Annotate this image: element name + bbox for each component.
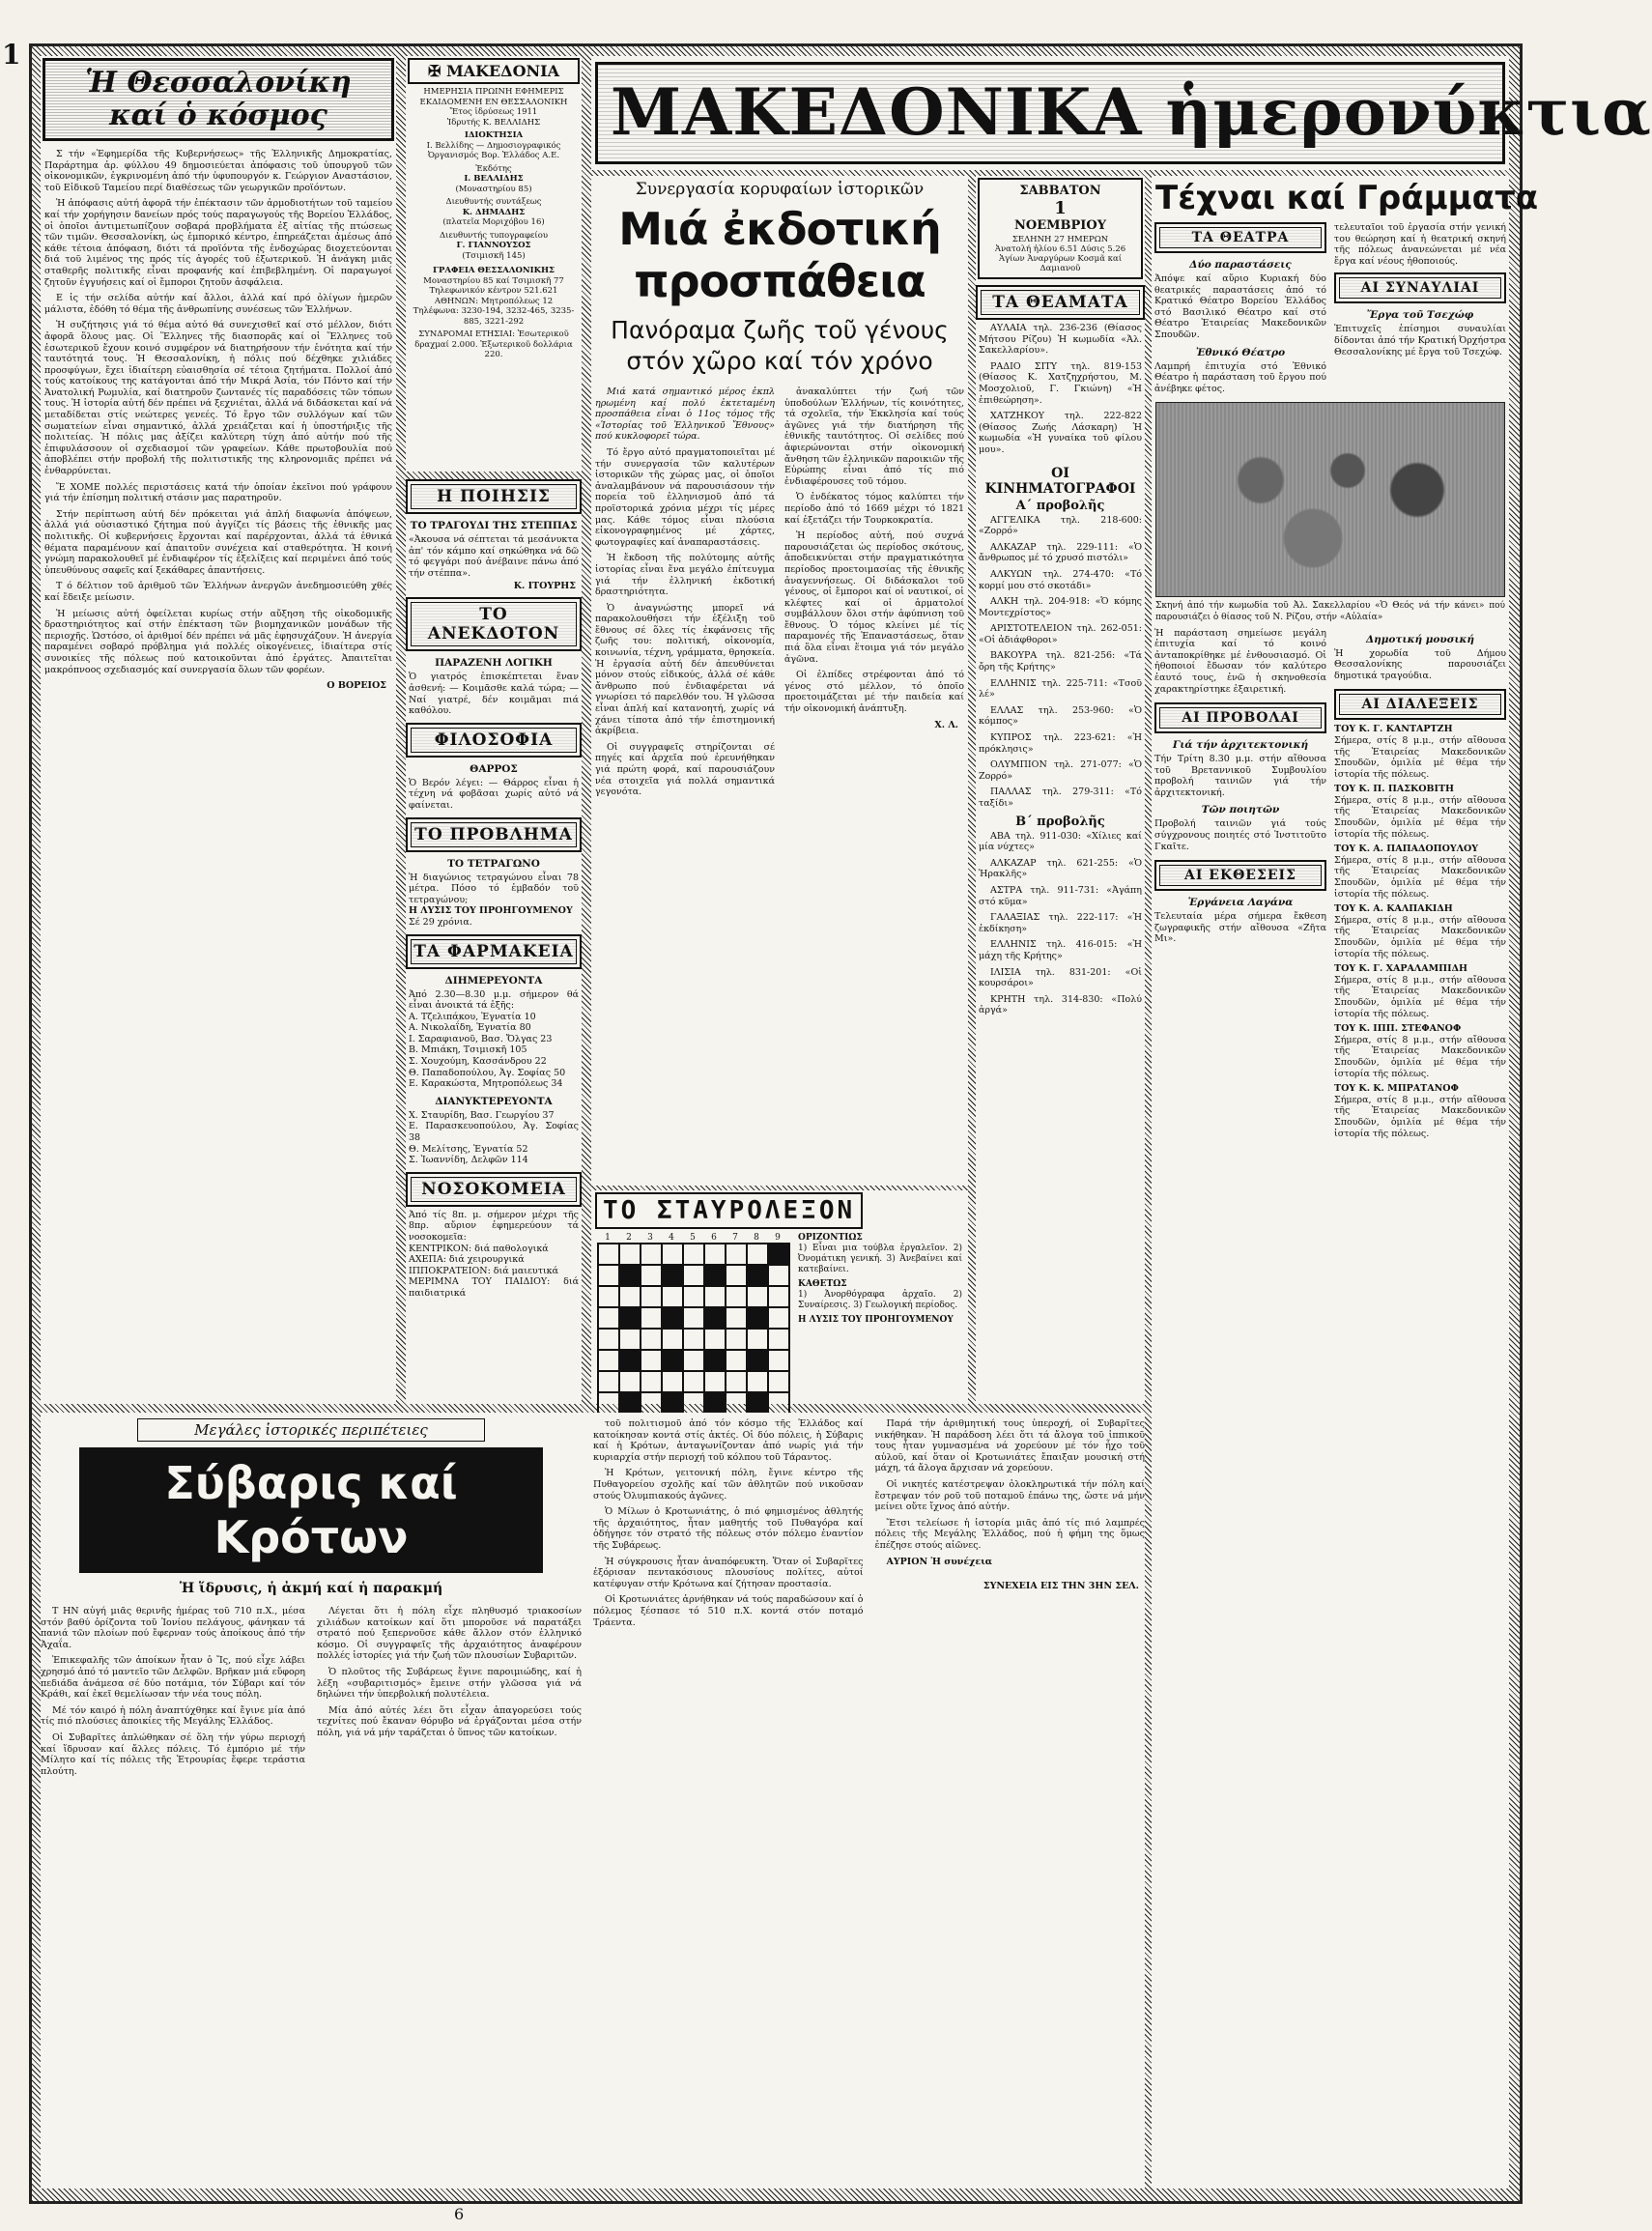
concerts-header: ΑΙ ΣΥΝΑΥΛΙΑΙ xyxy=(1339,277,1501,299)
crossword-down-label: ΚΑΘΕΤΩΣ xyxy=(798,1279,847,1289)
philosophy-header-box xyxy=(406,723,582,758)
hospitals-header-box xyxy=(406,1172,582,1207)
center-article-subtitle: Πανόραμα ζωῆς τοῦ γένους στόν χῶρο καί τόν χρόνο xyxy=(611,316,949,375)
center-article-signature: Χ. Λ. xyxy=(934,719,958,730)
crossword-black-cell xyxy=(662,1307,683,1329)
masthead-info xyxy=(406,56,582,472)
crossword-cell[interactable] xyxy=(768,1371,789,1392)
masthead-line: Μοναστηρίου 85 καί Τσιμισκῆ 77 xyxy=(423,275,564,286)
exhibitions-text: Τελευταία μέρα σήμερα ἔκθεση ζωγραφικῆς στήν αἴθουσα «Ζῆτα Μι». xyxy=(1154,911,1326,945)
left-article-paragraph: Τ ό δέλτιον τοῦ ἀριθμοῦ τῶν Ἑλλήνων ἀνεργῶν ἀνεδημοσιεύθη χθές καί ἔδειξε μείωσιν. xyxy=(44,581,392,603)
lecturer-name: ΤΟΥ Κ. Α. ΚΑΛΠΑΚΙΔΗ xyxy=(1334,903,1453,915)
cinema-item: ΕΛΛΗΝΙΣ τηλ. 225-711: «Τσοῦ λέ» xyxy=(979,677,1142,701)
concerts-header-box xyxy=(1334,272,1506,303)
date-moon: ΣΕΛΗΝΗ 27 ΗΜΕΡΩΝ xyxy=(1011,235,1109,244)
pharmacy-item: Σ. Χουχούμη, Κασσάνδρου 22 xyxy=(409,1056,547,1068)
lecture-text: Σήμερα, στίς 8 μ.μ., στήν αἴθουσα τῆς Ἑταιρείας Μακεδονικῶν Σπουδῶν, ὁμιλία μέ θέμα τήν ἱστορία τῆς πόλεως. xyxy=(1334,1034,1506,1079)
crossword-cell[interactable] xyxy=(641,1265,662,1286)
philosophy-subtitle: ΘΑΡΡΟΣ xyxy=(470,762,518,775)
crossword-cell[interactable] xyxy=(641,1350,662,1371)
theater-item: ΧΑΤΖΗΚΟΥ τηλ. 222-822 (Θίασος Ζωής Λάσκαρη) Ἡ κωμωδία «Ἡ γυναίκα τοῦ φίλου μου». xyxy=(979,411,1142,455)
bottom-article-paragraph: Ἡ σύγκρουσις ἦταν ἀναπόφευκτη. Ὅταν οἱ Συβαρῖτες ἐξόρισαν πεντακόσιους πλουσίους πολίτες, αὐτοί κατέφυγαν στήν Κρότωνα καί ζήτησαν προστασία. xyxy=(593,1556,864,1589)
masthead-title: ΜΑΚΕΔΟΝΙΚΑ ἡμερονύκτια xyxy=(611,74,1652,150)
crossword-black-cell xyxy=(704,1307,726,1329)
crossword-cell[interactable] xyxy=(619,1329,641,1350)
arts-theater-text: Ἀπόψε καί αὔριο Κυριακή δύο θεατρικές παραστάσεις ἀπό τό Κρατικό Θέατρο Βορείου Ἑλλάδος στό Βασιλικό Θέατρο καί στό Θέατρο Ἑταιρείας Μακεδονικῶν Σπουδῶν. xyxy=(1154,273,1326,340)
bottom-article-title: Σύβαρις καί Κρότων xyxy=(164,1457,458,1563)
cinema-item: ΓΑΛΑΞΙΑΣ τηλ. 222-117: «Ἡ ἐκδίκηση» xyxy=(979,912,1142,934)
crossword-cell[interactable] xyxy=(641,1286,662,1307)
crossword-cell[interactable] xyxy=(726,1286,747,1307)
shows-header: ΑΙ ΠΡΟΒΟΛΑΙ xyxy=(1159,707,1322,729)
crossword-grid xyxy=(597,1243,790,1436)
anecdote-header: ΤΟ ΑΝΕΚΔΟΤΟΝ xyxy=(411,602,577,646)
arts-national-text: Λαμπρή ἐπιτυχία στό Ἐθνικό Θέατρο ἡ παράσταση τοῦ ἔργου πού ἀνέβηκε φέτος. xyxy=(1154,360,1326,394)
crossword-number: 7 xyxy=(732,1233,738,1243)
pharmacy-item: Ι. Σαραφιανοῦ, Βασ. Ὄλγας 23 xyxy=(409,1033,553,1044)
center-article-paragraph: Οἱ ἐλπίδες στρέφονται ἀπό τό γένος στό μέλλον, τό ὁποῖο προετοιμάζεται μέ τήν παιδεία καί τήν οἰκονομική ἀνάπτυξη. xyxy=(784,670,964,715)
lecture-text: Σήμερα, στίς 8 μ.μ., στήν αἴθουσα τῆς Ἑταιρείας Μακεδονικῶν Σπουδῶν, ὁμιλία μέ θέμα τήν ἱστορία τῆς πόλεως. xyxy=(1334,914,1506,959)
date-number: 1 xyxy=(1054,198,1067,218)
date-day: ΣΑΒΒΑΤΟΝ xyxy=(1019,184,1101,198)
cinema-item: ΕΛΛΗΝΙΣ τηλ. 416-015: «Ἡ μάχη τῆς Κρήτης» xyxy=(979,939,1142,961)
lecturer-name: ΤΟΥ Κ. Γ. ΚΑΝΤΑΡΤΖΗ xyxy=(1334,724,1453,735)
bottom-article-kicker: Μεγάλες ἱστορικές περιπέτειες xyxy=(137,1418,485,1442)
problem-subtitle: ΤΟ ΤΕΤΡΑΓΩΝΟ xyxy=(447,857,540,870)
poetry-header-box xyxy=(406,479,582,514)
crossword-cell[interactable] xyxy=(726,1392,747,1414)
masthead-line: Ἐκδότης xyxy=(475,163,512,174)
bottom-article-paragraph: Ἐπικεφαλῆς τῶν ἀποίκων ἦταν ὁ Ἴς, πού εἶχε λάβει χρησμό ἀπό τό μαντεῖο τῶν Δελφῶν. Βρῆκαν μιά εὔφορη πεδιάδα ἀνάμεσα σέ δύο ποτάμια, τόν Σύβαρι καί τόν Κράθι, καί ἐκεῖ θεμελίωσαν τήν νέα τους πόλη. xyxy=(41,1655,305,1701)
crossword-cell[interactable] xyxy=(662,1244,683,1265)
problem-text: Ἡ διαγώνιος τετραγώνου εἶναι 78 μέτρα. Πόσο τό ἐμβαδόν τοῦ τετραγώνου; xyxy=(409,872,579,905)
crossword-cell[interactable] xyxy=(726,1329,747,1350)
lecture-text: Σήμερα, στίς 8 μ.μ., στήν αἴθουσα τῆς Ἑταιρείας Μακεδονικῶν Σπουδῶν, ὁμιλία μέ θέμα τήν ἱστορία τῆς πόλεως. xyxy=(1334,854,1506,900)
crossword-cell[interactable] xyxy=(747,1371,768,1392)
crossword-number: 3 xyxy=(647,1233,653,1243)
center-article xyxy=(591,176,968,1186)
cinema-item: ΑΡΙΣΤΟΤΕΛΕΙΟΝ τηλ. 262-051: «Οἱ ἀδιάφθοροι» xyxy=(979,623,1142,645)
left-article-paragraph: Ε ἰς τήν σελίδα αὐτήν καί ἄλλοι, ἀλλά καί πρό ὀλίγων ἡμερῶν μάλιστα, ἐδόθη τό θέμα τῆς ἀνθρωπίνης συνέσεως τῶν Ἑλλήνων. xyxy=(44,293,392,315)
pharmacies-hours: Ἀπό 2.30—8.30 μ.μ. σήμερον θά εἶναι ἀνοικτά τά ἑξῆς: xyxy=(409,988,579,1012)
exhibitions-header: ΑΙ ΕΚΘΕΣΕΙΣ xyxy=(1159,865,1322,886)
cinema-item: ΑΛΚΥΩΝ τηλ. 274-470: «Τό κορμί μου στό σκοτάδι» xyxy=(979,568,1142,591)
crossword-cell[interactable] xyxy=(683,1307,704,1329)
photo-caption: Σκηνή ἀπό τήν κωμωδία τοῦ Ἀλ. Σακελλαρίου «Ὁ Θεός νά τήν κάνει» πού παρουσιάζει ὁ θίασος τοῦ Ν. Ρίζου, στήν «Αὐλαία» xyxy=(1155,601,1505,622)
cinema-item: ΚΡΗΤΗ τηλ. 314-830: «Πολύ ἀργά» xyxy=(979,993,1142,1016)
crossword-column-numbers xyxy=(597,1233,790,1243)
crossword-cell[interactable] xyxy=(726,1307,747,1329)
pharmacy-item: Α. Νικολαΐδη, Ἐγνατία 80 xyxy=(409,1022,531,1034)
anecdote-subtitle: ΠΑΡΑΖΕΝΗ ΛΟΓΙΚΗ xyxy=(435,657,553,670)
crossword-black-cell xyxy=(768,1244,789,1265)
crossword-cell[interactable] xyxy=(726,1265,747,1286)
bottom-article-paragraph: Ἡ Κρότων, γειτονική πόλη, ἔγινε κέντρο τῆς Πυθαγορείου σχολῆς καί τῶν ἀθλητῶν πού νικοῦσαν στούς Ὀλυμπιακούς ἀγῶνες. xyxy=(593,1468,864,1502)
masthead-title-box xyxy=(591,56,1652,170)
masthead-line: (Μοναστηρίου 85) xyxy=(455,184,532,194)
crossword-cell[interactable] xyxy=(641,1392,662,1414)
shows-header-box xyxy=(1154,702,1326,733)
lecture-text: Σήμερα, στίς 8 μ.μ., στήν αἴθουσα τῆς Ἑταιρείας Μακεδονικῶν Σπουδῶν, ὁμιλία μέ θέμα τήν ἱστορία τῆς πόλεως. xyxy=(1334,794,1506,840)
crossword-title: ΤΟ ΣΤΑΥΡΟΛΕΞΟΝ xyxy=(595,1192,863,1229)
masthead-line: Γ. ΓΙΑΝΝΟΥΣΟΣ xyxy=(456,241,531,250)
cinema-item: ΟΛΥΜΠΙΟΝ τηλ. 271-077: «Ὁ Ζορρό» xyxy=(979,759,1142,782)
crossword-cell[interactable] xyxy=(768,1286,789,1307)
philosophy-text: Ὁ Βερόν λέγει: — Θάρρος εἶναι ἡ τέχνη νά φοβᾶσαι χωρίς αὐτό νά φαίνεται. xyxy=(409,777,579,811)
shows-sub: Γιά τήν ἀρχιτεκτονική xyxy=(1172,739,1309,752)
misc-column xyxy=(406,479,582,1404)
bottom-article-paragraph: Λέγεται ὅτι ἡ πόλη εἶχε πληθυσμό τριακοσίων χιλιάδων κατοίκων καί ὅτι μποροῦσε νά παρατάξει στρατό πού ξεπερνοῦσε κάθε ἄλλον στόν ἑλληνικό κόσμο. Οἱ συγγραφεῖς τῆς ἀρχαιότητος ἀναφέρουν πολλές ἱστορίες γιά τήν ζωή τῶν πλουσίων Συβαριτῶν. xyxy=(317,1606,582,1662)
lecturer-name: ΤΟΥ Κ. ΙΠΠ. ΣΤΕΦΑΝΟΦ xyxy=(1334,1023,1462,1035)
theater-scene-photo xyxy=(1155,402,1505,597)
masthead-line: ΑΘΗΝΩΝ: Μητροπόλεως 12 xyxy=(434,296,554,306)
crossword-cell[interactable] xyxy=(641,1244,662,1265)
crossword-black-cell xyxy=(747,1350,768,1371)
center-article-kicker: Συνεργασία κορυφαίων ἱστορικῶν xyxy=(635,180,925,199)
cinema-item: ΙΛΙΣΙΑ τηλ. 831-201: «Οἱ κουρσάροι» xyxy=(979,966,1142,989)
crossword-cell[interactable] xyxy=(726,1350,747,1371)
lecturer-name: ΤΟΥ Κ. Κ. ΜΠΡΑΤΑΝΟΦ xyxy=(1334,1083,1459,1095)
concerts-text: Ἐπιτυχεῖς ἐπίσημοι συναυλίαι δίδονται ἀπό τήν Κρατική Ὀρχήστρα Θεσσαλονίκης μέ ἔργα τοῦ Τσεχώφ. xyxy=(1334,324,1506,358)
masthead-line: Ἔτος ἱδρύσεως 1911 xyxy=(449,107,538,117)
crossword-number: 2 xyxy=(626,1233,632,1243)
crossword-across-label: ΟΡΙΖΟΝΤΙΩΣ xyxy=(798,1233,863,1243)
problem-header: ΤΟ ΠΡΟΒΛΗΜΑ xyxy=(411,822,577,847)
pharmacy-item: Α. Τζελιπάκου, Ἐγνατία 10 xyxy=(409,1011,536,1022)
crossword-cell[interactable] xyxy=(598,1329,619,1350)
crossword-cell[interactable] xyxy=(619,1244,641,1265)
bottom-article-paragraph: Οἱ Συβαρῖτες ἁπλώθηκαν σέ ὅλη τήν γύρω περιοχή καί ἵδρυσαν καί ἄλλες πόλεις. Τό ἐμπόριο μέ τήν Μίλητο καί τίς πόλεις τῆς Ἐτρουρίας ἔφερε τεράστια πλούτη. xyxy=(41,1731,305,1777)
poetry-header: Η ΠΟΙΗΣΙΣ xyxy=(411,484,577,509)
crossword-cell[interactable] xyxy=(641,1329,662,1350)
crossword-cell[interactable] xyxy=(768,1392,789,1414)
masthead-line: (Τσιμισκῆ 145) xyxy=(462,250,526,261)
pharmacy-item: Θ. Παπαδοπούλου, Ἀγ. Σοφίας 50 xyxy=(409,1067,566,1078)
masthead-line: Διευθυντής τυπογραφείου xyxy=(439,230,549,241)
pharmacies-subtitle: ΔΙΗΜΕΡΕΥΟΝΤΑ xyxy=(444,974,543,987)
bottom-article-paragraph: Οἱ νικητές κατέστρεψαν ὁλοκληρωτικά τήν πόλη καί ἔστρεψαν τόν ροῦ τοῦ ποταμοῦ ἐπάνω της, ὥστε νά μήν μείνει οὔτε ἴχνος ἀπό αὐτήν. xyxy=(874,1478,1145,1513)
crossword-number: 6 xyxy=(711,1233,717,1243)
masthead-line: Ι. Βελλίδης — Δημοσιογραφικός xyxy=(426,140,561,151)
philosophy-header: ΦΙΛΟΣΟΦΙΑ xyxy=(411,728,577,753)
masthead-line: Τηλεφωνικόν κέντρον 521.621 xyxy=(429,286,558,296)
bottom-article-paragraph: τοῦ πολιτισμοῦ ἀπό τόν κόσμο τῆς Ἑλλάδος καί κατοίκησαν κοντά στίς ἀκτές. Οἱ δύο πόλεις, ἡ Σύβαρις καί ἡ Κρότων, ἀνταγωνίζονταν ἀπό νωρίς γιά τήν κυριαρχία στήν περιοχή τοῦ κόλπου τοῦ Τάραντος. xyxy=(593,1418,864,1463)
crossword-cell[interactable] xyxy=(768,1265,789,1286)
page-number: 6 xyxy=(454,2205,465,2223)
cinema-item: ΑΛΚΗ τηλ. 204-918: «Ὁ κόμης Μοντεχρίστος» xyxy=(979,596,1142,618)
masthead-line: Διευθυντής συντάξεως xyxy=(445,197,542,207)
cinemas-header: ΟΙ ΚΙΝΗΜΑΤΟΓΡΑΦΟΙ xyxy=(984,465,1136,497)
lectures-header-box xyxy=(1334,689,1506,720)
left-article-paragraph: Στήν περίπτωση αὐτή δέν πρόκειται γιά ἀπλή διαφωνία ἀπόψεων, ἀλλά γιά οὐσιαστικό ζήτημα πού ἀγγίζει τίς βάσεις τῆς ἐθνικῆς μας πολιτικῆς. Οἱ κυβερνήσεις ἔρχονται καί παρέρχονται, ἀλλά τά ἐθνικά θέματα παραμένουν καί ἀπαιτοῦν συνέχεια καί σταθερότητα. Ἡ κοινή γνώμη παρακολουθεῖ μέ ἐνδιαφέρον τίς ἐξελίξεις καί περιμένει ἀπό τούς ὑπευθύνους σαφεῖς καί ξεκάθαρες ἀπαντήσεις. xyxy=(44,508,392,576)
cinemas-continued: ΣΥΝΕΧΕΙΑ ΕΙΣ ΤΗΝ 3ΗΝ ΣΕΛ. xyxy=(983,1581,1139,1592)
listings-column xyxy=(976,176,1145,1404)
crossword-black-cell xyxy=(619,1350,641,1371)
bottom-article-paragraph: Ὁ πλοῦτος τῆς Συβάρεως ἔγινε παροιμιώδης, καί ἡ λέξη «συβαριτισμός» ἔμεινε στήν γλῶσσα γιά νά δηλώνει τήν ὑπερβολική πολυτέλεια. xyxy=(317,1666,582,1701)
crossword-black-cell xyxy=(619,1392,641,1414)
crossword-cell[interactable] xyxy=(598,1307,619,1329)
crossword-number: 1 xyxy=(605,1233,611,1243)
crossword-cell[interactable] xyxy=(726,1371,747,1392)
center-article-title: Μιά ἐκδοτική προσπάθεια xyxy=(618,203,941,307)
arts-body-text: Ἡ παράσταση σημείωσε μεγάλη ἐπιτυχία καί τό κοινό ἀνταποκρίθηκε μέ ἐνθουσιασμό. Οἱ ἠθοποιοί ἔδωσαν τόν καλύτερο ἑαυτό τους, ἐνῶ ἡ σκηνοθεσία χαρακτηρίστηκε ἐξαιρετική. xyxy=(1154,627,1326,695)
pharmacies-subtitle2: ΔΙΑΝΥΚΤΕΡΕΥΟΝΤΑ xyxy=(435,1095,553,1107)
bottom-article-subtitle: Ἡ ἵδρυσις, ἡ ἀκμή καί ἡ παρακμή xyxy=(179,1581,443,1596)
pharmacy-item: Ε. Καρακώστα, Μητροπόλεως 34 xyxy=(409,1078,563,1090)
pharmacy-item: Β. Μπιάκη, Τσιμισκῆ 105 xyxy=(409,1044,527,1056)
crossword-cell[interactable] xyxy=(704,1286,726,1307)
masthead-line: ΗΜΕΡΗΣΙΑ ΠΡΩΙΝΗ ΕΦΗΜΕΡΙΣ xyxy=(423,87,564,97)
poetry-text: «Ἀκουσα νά σέπτεται τά μεσάνυκτα ἀπ' τόν κάμπο καί σηκώθηκα νά δῶ τό φεγγάρι πού ἀνέβαινε πάνω ἀπό τήν στέππα». xyxy=(409,534,579,579)
crossword-cell[interactable] xyxy=(683,1371,704,1392)
hospital-item: ΜΕΡΙΜΝΑ ΤΟΥ ΠΑΙΔΙΟΥ: διά παιδιατρικά xyxy=(409,1276,579,1299)
arts-section xyxy=(1152,176,1539,2188)
masthead-line: Κ. ΔΗΜΑΔΗΣ xyxy=(462,207,526,217)
crossword-black-cell xyxy=(704,1392,726,1414)
crossword-cell[interactable] xyxy=(683,1244,704,1265)
left-article-signature: Ο ΒΟΡΕΙΟΣ xyxy=(327,680,386,692)
crossword-cell[interactable] xyxy=(683,1350,704,1371)
lecture-text: Σήμερα, στίς 8 μ.μ., στήν αἴθουσα τῆς Ἑταιρείας Μακεδονικῶν Σπουδῶν, ὁμιλία μέ θέμα τήν ἱστορία τῆς πόλεως. xyxy=(1334,974,1506,1019)
cinema-item: ΑΣΤΡΑ τηλ. 911-731: «Ἀγάπη στό κῦμα» xyxy=(979,884,1142,907)
crossword-black-cell xyxy=(747,1307,768,1329)
center-article-paragraph: Ὁ ἀναγνώστης μπορεῖ νά παρακολουθήσει τήν ἐξέλιξη τοῦ ἔθνους σέ ὅλες τίς ἐκφάνσεις τῆς ζωῆς του: πολιτική, οἰκονομία, κοινωνία, τέχνη, γράμματα, θρησκεία. Ἡ ἐργασία αὐτή δέν ἀπευθύνεται μόνον στούς εἰδικούς, ἀλλά σέ κάθε ἄνθρωπο πού ἐνδιαφέρεται νά γνωρίσει τό παρελθόν του. Ἡ γλῶσσα εἶναι ἁπλή καί κατανοητή, χωρίς νά χάνει τίποτα ἀπό τήν ἐπιστημονική ἀκρίβεια. xyxy=(595,602,775,737)
left-article xyxy=(41,56,396,1404)
arts-theater-header: ΤΑ ΘΕΑΤΡΑ xyxy=(1159,227,1322,248)
crossword-cell[interactable] xyxy=(683,1392,704,1414)
problem-solution-label: Η ΛΥΣΙΣ ΤΟΥ ΠΡΟΗΓΟΥΜΕΝΟΥ xyxy=(409,905,573,917)
theaters-header: ΤΑ ΘΕΑΜΑΤΑ xyxy=(981,290,1140,315)
left-article-paragraph: Ἡ ἀπόφασις αὐτή ἀφορᾶ τήν ἐπέκτασιν τῶν ἀρμοδιοτήτων τοῦ ταμείου καί τήν χορήγησιν δανείων πρός τούς παραγωγούς τῆς Βορείου Ἑλλάδος, οἱ ὁποῖοι ἀντιμετωπίζουν σοβαρά προβλήματα ἐξ αἰτίας τῆς πτώσεως τῶν τιμῶν. Θεσσαλονίκη, ὡς ἐμπορικό κέντρο, ἐπηρεάζεται ἀμέσως ἀπό κάθε τέτοια ἀπόφαση, διότι τά προϊόντα τῆς ἐνδοχώρας διοχετεύονται διά τοῦ λιμένος της πρός τίς ἀγορές τοῦ ἐξωτερικοῦ. Ἡ ἀνάγκη μιᾶς σταθερῆς πολιτικῆς εἶναι προφανής καί ἐπιβεβλημένη. Οἱ παραγωγοί ζητοῦν ἐγγυήσεις καί οἱ ἔμποροι ζητοῦν ἀσφάλεια. xyxy=(44,198,392,288)
masthead-line: ΙΔΙΟΚΤΗΣΙΑ xyxy=(464,130,524,140)
crossword-cell[interactable] xyxy=(598,1371,619,1392)
music-sub: Δημοτική μουσική xyxy=(1365,633,1475,645)
bottom-article-paragraph: Ὁ Μίλων ὁ Κροτωνιάτης, ὁ πιό φημισμένος ἀθλητής τῆς ἀρχαιότητος, ἦταν μαθητής τοῦ Πυθαγόρα καί ὁδήγησε τόν στρατό τῆς πόλεως στόν πόλεμο ἐναντίον τῆς Συβάρεως. xyxy=(593,1506,864,1551)
crossword-cell[interactable] xyxy=(662,1371,683,1392)
theater-item: ΑΥΛΑΙΑ τηλ. 236-236 (Θίασος Μήτσου Ρίζου) Ἡ κωμωδία «Ἀλ. Σακελλαρίου». xyxy=(979,323,1142,357)
masthead-line: Τηλέφωνα: 3230-194, 3232-465, 3235-885, 3221-292 xyxy=(413,306,575,327)
arts-theater-header-box xyxy=(1154,222,1326,253)
poetry-author: Κ. ΙΤΟΥΡΗΣ xyxy=(513,581,576,592)
cinema-item: ΕΛΛΑΣ τηλ. 253-960: «Ὁ κόμπος» xyxy=(979,704,1142,728)
poetry-subtitle: ΤΟ ΤΡΑΓΟΥΔΙ ΤΗΣ ΣΤΕΠΠΑΣ xyxy=(410,520,578,531)
center-article-paragraph: Ὁ ἐνδέκατος τόμος καλύπτει τήν περίοδο ἀπό τό 1669 μέχρι τό 1821 καί ἐξετάζει τήν Τουρκοκρατία. xyxy=(784,492,964,526)
crossword-cell[interactable] xyxy=(704,1371,726,1392)
bottom-article-continued: ΑΥΡΙΟΝ Ἡ συνέχεια xyxy=(886,1556,993,1567)
crossword-cell[interactable] xyxy=(598,1244,619,1265)
poets-text: Προβολή ταινιῶν γιά τούς σύγχρονους ποιητές στό Ἰνστιτοῦτο Γκαῖτε. xyxy=(1154,818,1326,852)
center-article-paragraph: Ἡ περίοδος αὐτή, πού συχνά παρουσιάζεται ὡς περίοδος σκότους, ἀποδεικνύεται στήν πραγματικότητα περίοδος προετοιμασίας τῆς ἐθνικῆς ἀναγεννήσεως. Οἱ διδάσκαλοι τοῦ γένους, οἱ ἔμποροι καί οἱ ναυτικοί, οἱ κλέφτες καί οἱ ἁρματολοί συμβάλλουν ὅλοι στήν ἀφύπνιση τοῦ ἔθνους. Ὁ τόμος κλείνει μέ τίς παραμονές τῆς Ἐπαναστάσεως, ὅταν πιά ὅλα εἶναι ἕτοιμα γιά τόν μεγάλο ἀγῶνα. xyxy=(784,530,964,665)
crossword-cell[interactable] xyxy=(683,1329,704,1350)
crossword-cell[interactable] xyxy=(662,1286,683,1307)
bottom-article-title-box xyxy=(79,1447,543,1573)
arts-side-text: τελευταῖοι τοῦ ἐργασία στήν γενική του θεώρηση καί ἡ θεατρική σκηνή τῆς πόλεως ἀνανεώνεται μέ νέα ἔργα καί νέους ἠθοποιούς. xyxy=(1334,222,1506,267)
crossword-cell[interactable] xyxy=(598,1350,619,1371)
date-month: ΝΟΕΜΒΡΙΟΥ xyxy=(1014,218,1106,233)
hospitals-text: Ἀπό τίς 8π. μ. σήμερον μέχρι τῆς 8πρ. αὔριον ἐφημερεύουν τά νοσοκομεῖα: xyxy=(409,1209,579,1243)
cinemas-first-run: Α΄ προβολῆς xyxy=(1015,498,1105,513)
anecdote-header-box xyxy=(406,597,582,651)
arts-theater-sub: Δύο παραστάσεις xyxy=(1189,259,1292,271)
crossword-cell[interactable] xyxy=(704,1329,726,1350)
left-article-paragraph: Σ τήν «Ἐφημερίδα τῆς Κυβερνήσεως» τῆς Ἑλληνικῆς Δημοκρατίας, Παράρτημα ἀρ. φύλλου 49 δημοσιεύεται ἀπόφασις τοῦ ὑπουργοῦ τῶν οἰκονομικῶν, ἐγκρινομένη ἀπό τήν ὑφυπουργόν κ. Γεώργιον Αναστάσιον, τοῦ Εἰδικοῦ Ταμείου περί διαθέσεως τῶν γεωργικῶν προϊόντων. xyxy=(44,149,392,193)
hospitals-header: ΝΟΣΟΚΟΜΕΙΑ xyxy=(411,1177,577,1202)
concerts-sub: Ἔργα τοῦ Τσεχώφ xyxy=(1366,309,1474,322)
lecturer-name: ΤΟΥ Κ. Π. ΠΑΣΚΟΒΙΤΗ xyxy=(1334,784,1455,795)
crossword-black-cell xyxy=(704,1350,726,1371)
crossword-cell[interactable] xyxy=(598,1265,619,1286)
anecdote-text: Ὁ γιατρός ἐπισκέπτεται ἕναν ἀσθενή: — Κοιμᾶσθε καλά τώρα; — Ναί γιατρέ, δέν κοιμᾶμαι πιά καθόλου. xyxy=(409,672,579,717)
bottom-article-paragraph: Οἱ Κροτωνιάτες ἀρνήθηκαν νά τούς παραδώσουν καί ὁ πόλεμος ξέσπασε τό 510 π.Χ. κοντά στόν ποταμό Τράεντα. xyxy=(593,1594,864,1628)
crossword-black-cell xyxy=(747,1392,768,1414)
crossword-black-cell xyxy=(662,1350,683,1371)
arts-title: Τέχναι καί Γράμματα xyxy=(1155,179,1539,217)
crossword-cell[interactable] xyxy=(683,1265,704,1286)
crossword-down: 1) Ἀνορθόγραφα ἀρχαῖο. 2) Συναίρεσις. 3) Γεωλογική περίοδος. xyxy=(798,1290,962,1310)
crossword-cell[interactable] xyxy=(768,1329,789,1350)
bottom-article-paragraph: Μέ τόν καιρό ἡ πόλη ἀναπτύχθηκε καί ἔγινε μία ἀπό τίς πιό πλούσιες ἀποικίες τῆς Μεγάλης Ἑλλάδος. xyxy=(41,1704,305,1728)
crossword-cell[interactable] xyxy=(726,1244,747,1265)
pharmacies-header-box xyxy=(406,934,582,969)
crossword-number: 4 xyxy=(669,1233,674,1243)
center-article-paragraph: Μιά κατά σημαντικό μέρος ἐκπλ ηρωμένη καί πολύ ἐκτεταμένη προσπάθεια εἶναι ὁ 11ος τόμος τῆς «Ἱστορίας τοῦ Ἑλληνικοῦ Ἔθνους» πού κυκλοφορεῖ τώρα. xyxy=(595,386,775,443)
crossword-black-cell xyxy=(662,1392,683,1414)
left-article-paragraph: Ἡ συζήτησις γιά τό θέμα αὐτό θά συνεχισθεῖ καί στό μέλλον, διότι ἀφορᾶ ὅλους μας. Οἱ Ἕλληνες τῆς διασπορᾶς καί οἱ Ἕλληνες τοῦ ἐσωτερικοῦ ἔχουν κοινό συμφέρον νά διατηρήσουν τήν ἑνότητα καί τήν ταυτότητά τους. Ἡ Θεσσαλονίκη, ἡ πόλις πού δέχθηκε χιλιάδες προσφύγων, ἔχει ἰδιαίτερη εὐαισθησία σέ τέτοια ζητήματα. Πολλοί ἀπό τούς κατοίκους της κατάγονται ἀπό τήν Μικρά Ἀσία, τόν Πόντο καί τήν Ἀνατολική Ρωμυλία, καί διατηροῦν ζωντανές τίς παραδόσεις τῶν τόπων τους. Ἡ ἱστορία αὐτή δέν πρέπει νά ξεχνιέται, ἀλλά νά διδάσκεται καί νά μεταδίδεται στίς νεώτερες γενεές. Τό ἔργο τῶν συλλόγων καί τῶν σωματείων εἶναι σημαντικό, ἀλλά χρειάζεται καί ἡ ὑποστήριξις τῆς πολιτείας. Ἡ πόλις μας ἀξίζει καλύτερη τύχη ἀπό αὐτήν πού τῆς ἐπιφυλάσσουν οἱ σχεδιασμοί τῶν γραφείων. Κάθε πρωτοβουλία πού ἀποβλέπει στήν προβολή τῆς πολιτιστικῆς της κληρονομιᾶς πρέπει νά ἐνθαρρύνεται. xyxy=(44,320,392,477)
hospital-item: ΑΧΕΠΑ: διά χειρουργικά xyxy=(409,1254,525,1266)
center-article-paragraph: Οἱ συγγραφεῖς στηρίζονται σέ πηγές καί ἀρχεῖα πού ἐρευνήθηκαν γιά πρώτη φορά, καί παρουσιάζουν νέα στοιχεῖα γιά πολλά σημαντικά γεγονότα. xyxy=(595,741,775,798)
crossword-cell[interactable] xyxy=(662,1329,683,1350)
left-article-paragraph: Ἔ ΧΟΜΕ πολλές περιστάσεις κατά τήν ὁποίαν ἐκεῖνοι πού γράφουν γιά τήν ἐπίσημη πολιτική στάσιν μας παρατηροῦν. xyxy=(44,481,392,504)
crossword-cell[interactable] xyxy=(747,1286,768,1307)
crossword-cell[interactable] xyxy=(683,1286,704,1307)
crossword-black-cell xyxy=(704,1265,726,1286)
date-saints: Ἁγίων Ἀναργύρων Κοσμᾶ καί Δαμιανοῦ xyxy=(998,254,1123,273)
crossword-cell[interactable] xyxy=(704,1244,726,1265)
crossword-cell[interactable] xyxy=(768,1350,789,1371)
pharmacies-header: ΤΑ ΦΑΡΜΑΚΕΙΑ xyxy=(411,939,577,964)
cinema-item: ΑΒΑ τηλ. 911-030: «Χίλιες καί μία νύχτες» xyxy=(979,830,1142,853)
masthead-line: (πλατεῖα Μοριχόβου 16) xyxy=(442,217,545,227)
date-box xyxy=(978,178,1143,279)
crossword-cell[interactable] xyxy=(598,1286,619,1307)
pharmacy-item: Θ. Μελίτσης, Ἐγνατία 52 xyxy=(409,1143,528,1155)
exhibitions-header-box xyxy=(1154,860,1326,891)
crossword xyxy=(591,1190,968,1404)
logo-text: ΜΑΚΕΔΟΝΙΑ xyxy=(445,62,560,80)
left-article-title-box xyxy=(43,58,394,141)
crossword-solution-label: Η ΛΥΣΙΣ ΤΟΥ ΠΡΟΗΓΟΥΜΕΝΟΥ xyxy=(798,1315,954,1325)
bottom-article-paragraph: Ἔτσι τελείωσε ἡ ἱστορία μιᾶς ἀπό τίς πιό λαμπρές πόλεις τῆς Μεγάλης Ἑλλάδος, πού ἡ φήμη της ὅμως ἐπέζησε στούς αἰῶνες. xyxy=(874,1517,1145,1551)
crossword-cell[interactable] xyxy=(619,1371,641,1392)
crossword-cell[interactable] xyxy=(619,1286,641,1307)
crossword-cell[interactable] xyxy=(641,1371,662,1392)
crossword-across: 1) Εἶναι μια τούβλα ἐργαλεῖον. 2) Ὀνομάτικη γενική. 3) Ἀνεβαίνει καί κατεβαίνει. xyxy=(798,1244,962,1274)
date-sun: Ἀνατολή ἡλίου 6.51 Δύσις 5.26 xyxy=(994,244,1126,254)
left-article-paragraph: Ἡ μείωσις αὐτή ὀφείλεται κυρίως στήν αὔξηση τῆς οἰκοδομικῆς δραστηριότητος καί στήν ἐπέκταση τῶν βιομηχανικῶν μονάδων τῆς περιοχῆς. Ὡστόσο, οἱ ἀριθμοί δέν πρέπει νά μᾶς ἐφησυχάζουν. Ἡ ἀνεργία παραμένει σοβαρό πρόβλημα γιά πολλές οἰκογένειες, ἰδιαίτερα στίς συνοικίες τῆς πόλεως πού κατοικοῦνται ἀπό ἐργάτες. Ἀπαιτεῖται μακρόπνοος σχεδιασμός καί συνεργασία ὅλων τῶν φορέων. xyxy=(44,608,392,675)
arts-national-sub: Ἐθνικό Θέατρο xyxy=(1195,346,1286,358)
masthead-line: Ἱδρυτής Κ. ΒΕΛΛΙΔΗΣ xyxy=(446,117,541,128)
crossword-cell[interactable] xyxy=(747,1244,768,1265)
cinema-item: ΑΛΚΑΖΑΡ τηλ. 621-255: «Ὁ Ἡρακλῆς» xyxy=(979,857,1142,880)
theater-item: ΡΑΔΙΟ ΣΙΤΥ τηλ. 819-153 (Θίασος Κ. Χατζηχρήστου, Μ. Μοσχολιοῦ, Γ. Γκιώνη) «Ἡ ἐπιθεώρηση». xyxy=(979,360,1142,406)
cinema-item: ΑΓΓΕΛΙΚΑ τηλ. 218-600: «Ζορρό» xyxy=(979,514,1142,537)
column-hint: 1 xyxy=(2,39,21,71)
crossword-black-cell xyxy=(662,1265,683,1286)
crossword-cell[interactable] xyxy=(641,1307,662,1329)
shows-text: Τήν Τρίτη 8.30 μ.μ. στήν αἴθουσα τοῦ Βρεταννικοῦ Συμβουλίου προβολή ταινιῶν γιά τήν ἀρχιτεκτονική. xyxy=(1154,754,1326,798)
bottom-article-paragraph: Τ ΗΝ αὐγή μιᾶς θερινῆς ἡμέρας τοῦ 710 π.Χ., μέσα στόν βαθύ ὁρίζοντα τοῦ Ἰονίου πελάγους, φάνηκαν τά πανιά τῶν πλοίων πού ἔφερναν τούς ἀποίκους ἀπό τήν Ἀχαΐα. xyxy=(41,1606,305,1650)
lecture-text: Σήμερα, στίς 8 μ.μ., στήν αἴθουσα τῆς Ἑταιρείας Μακεδονικῶν Σπουδῶν, ὁμιλία μέ θέμα τήν ἱστορία τῆς πόλεως. xyxy=(1334,1094,1506,1139)
cinema-item: ΠΑΛΛΑΣ τηλ. 279-311: «Τό ταξίδι» xyxy=(979,787,1142,809)
crossword-number: 8 xyxy=(754,1233,759,1243)
newspaper-logo: ✠ ΜΑΚΕΔΟΝΙΑ xyxy=(408,58,580,84)
hospital-item: ΙΠΠΟΚΡΑΤΕΙΟΝ: διά μαιευτικά xyxy=(409,1265,559,1276)
masthead-line: ΕΚΔΙΔΟΜΕΝΗ ΕΝ ΘΕΣΣΑΛΟΝΙΚΗ xyxy=(419,97,568,107)
masthead-line: Ι. ΒΕΛΛΙΔΗΣ xyxy=(464,174,524,184)
lecturer-name: ΤΟΥ Κ. Γ. ΧΑΡΑΛΑΜΠΙΔΗ xyxy=(1334,963,1467,975)
cinemas-second-run: Β΄ προβολῆς xyxy=(1015,814,1105,829)
crossword-black-cell xyxy=(747,1265,768,1286)
center-article-paragraph: Τό ἔργο αὐτό πραγματοποιεῖται μέ τήν συνεργασία τῶν καλυτέρων ἱστορικῶν τῆς χώρας μας, οἱ ὁποῖοι ἀναλαμβάνουν νά παρουσιάσουν τήν πορεία τοῦ ἑλληνισμοῦ ἀπό τά προϊστορικά χρόνια μέχρι τίς μέρες μας. Κάθε τόμος εἶναι πλούσια εἰκονογραφημένος μέ χάρτες, φωτογραφίες καί ἀναπαραστάσεις. xyxy=(595,446,775,548)
exhibitions-sub: Ἑργάνεια Λαγάνα xyxy=(1187,897,1294,909)
pharmacy-item: Χ. Σταυρίδη, Βασ. Γεωργίου 37 xyxy=(409,1109,555,1121)
bottom-article-paragraph: Παρά τήν ἀριθμητική τους ὑπεροχή, οἱ Συβαρῖτες νικήθηκαν. Ἡ παράδοση λέει ὅτι τά ἄλογα τοῦ ἱππικοῦ τους ἦταν γυμνασμένα νά χορεύουν μέ τόν ἦχο τοῦ αὐλοῦ, καί ὅταν οἱ Κροτωνιάτες ἔπαιξαν μουσική στή μάχη, τά ἄλογα ἄρχισαν νά χορεύουν. xyxy=(874,1418,1145,1474)
center-article-paragraph: Ἡ ἔκδοση τῆς πολύτομης αὐτῆς ἱστορίας εἶναι ἕνα μεγάλο ἐπίτευγμα γιά τήν ἑλληνική ἐκδοτική δραστηριότητα. xyxy=(595,553,775,598)
crossword-number: 5 xyxy=(690,1233,696,1243)
problem-solution: Σέ 29 χρόνια. xyxy=(409,916,472,928)
crossword-cell[interactable] xyxy=(747,1329,768,1350)
cinema-item: ΚΥΠΡΟΣ τηλ. 223-621: «Ἡ πρόκλησις» xyxy=(979,732,1142,755)
crossword-number: 9 xyxy=(775,1233,781,1243)
lectures-header: ΑΙ ΔΙΑΛΕΞΕΙΣ xyxy=(1339,694,1501,715)
center-article-paragraph: ἀνακαλύπτει τήν ζωή τῶν ὑποδούλων Ἑλλήνων, τίς κοινότητες, τά σχολεῖα, τήν Ἐκκλησία καί τούς ἀγῶνες γιά τήν διατήρηση τῆς ἐθνικῆς ταυτότητος. Οἱ σελίδες πού ἀφιερώνονται στήν οἰκονομική ἄνθηση τῶν ἑλληνικῶν παροικιῶν τῆς Εὐρώπης εἶναι ἀπό τίς πιό ἐνδιαφέρουσες τοῦ τόμου. xyxy=(784,386,964,487)
pharmacy-item: Σ. Ἰωαννίδη, Δελφῶν 114 xyxy=(409,1155,528,1166)
cinema-item: ΑΛΚΑΖΑΡ τηλ. 229-111: «Ὁ ἄνθρωπος μέ τό χρυσό πιστόλι» xyxy=(979,541,1142,564)
music-text: Ἡ χορωδία τοῦ Δήμου Θεσσαλονίκης παρουσιάζει δημοτικά τραγούδια. xyxy=(1334,647,1506,681)
lecturer-name: ΤΟΥ Κ. Α. ΠΑΠΑΔΟΠΟΥΛΟΥ xyxy=(1334,844,1479,855)
bottom-article xyxy=(41,1413,1145,2188)
crossword-cell[interactable] xyxy=(768,1307,789,1329)
masthead-line: ΣΥΝΔΡΟΜΑΙ ΕΤΗΣΙΑΙ: Ἐσωτερικοῦ δραχμαί 2.000. Ἐξωτερικοῦ δολλάρια 220. xyxy=(414,329,573,359)
crossword-cell[interactable] xyxy=(598,1392,619,1414)
left-article-title: Ἡ Θεσσαλονίκη καί ὁ κόσμος xyxy=(85,66,352,132)
hospital-item: ΚΕΝΤΡΙΚΟΝ: διά παθολογικά xyxy=(409,1243,549,1254)
poets-sub: Τῶν ποιητῶν xyxy=(1201,804,1280,816)
theaters-header-box xyxy=(976,285,1145,320)
cinema-item: ΒΑΚΟΥΡΑ τηλ. 821-256: «Τά ὄρη τῆς Κρήτης» xyxy=(979,650,1142,673)
pharmacy-item: Ε. Παρασκευοπούλου, Ἀγ. Σοφίας 38 xyxy=(409,1121,579,1144)
masthead-line: ΓΡΑΦΕΙΑ ΘΕΣΣΑΛΟΝΙΚΗΣ xyxy=(432,266,555,275)
crossword-black-cell xyxy=(619,1265,641,1286)
masthead-line: Ὀργανισμός Βορ. Ἑλλάδος Α.Ε. xyxy=(427,151,560,160)
lecture-text: Σήμερα, στίς 8 μ.μ., στήν αἴθουσα τῆς Ἑταιρείας Μακεδονικῶν Σπουδῶν, ὁμιλία μέ θέμα τήν ἱστορία τῆς πόλεως. xyxy=(1334,734,1506,780)
bottom-article-paragraph: Μία ἀπό αὐτές λέει ὅτι εἶχαν ἀπαγορεύσει τούς τεχνίτες πού ἔκαναν θόρυβο νά ἐργάζονται μέσα στήν πόλη, γιά νά μήν ταράζεται ὁ ὕπνος τῶν κατοίκων. xyxy=(317,1704,582,1738)
problem-header-box xyxy=(406,817,582,852)
crossword-black-cell xyxy=(619,1307,641,1329)
